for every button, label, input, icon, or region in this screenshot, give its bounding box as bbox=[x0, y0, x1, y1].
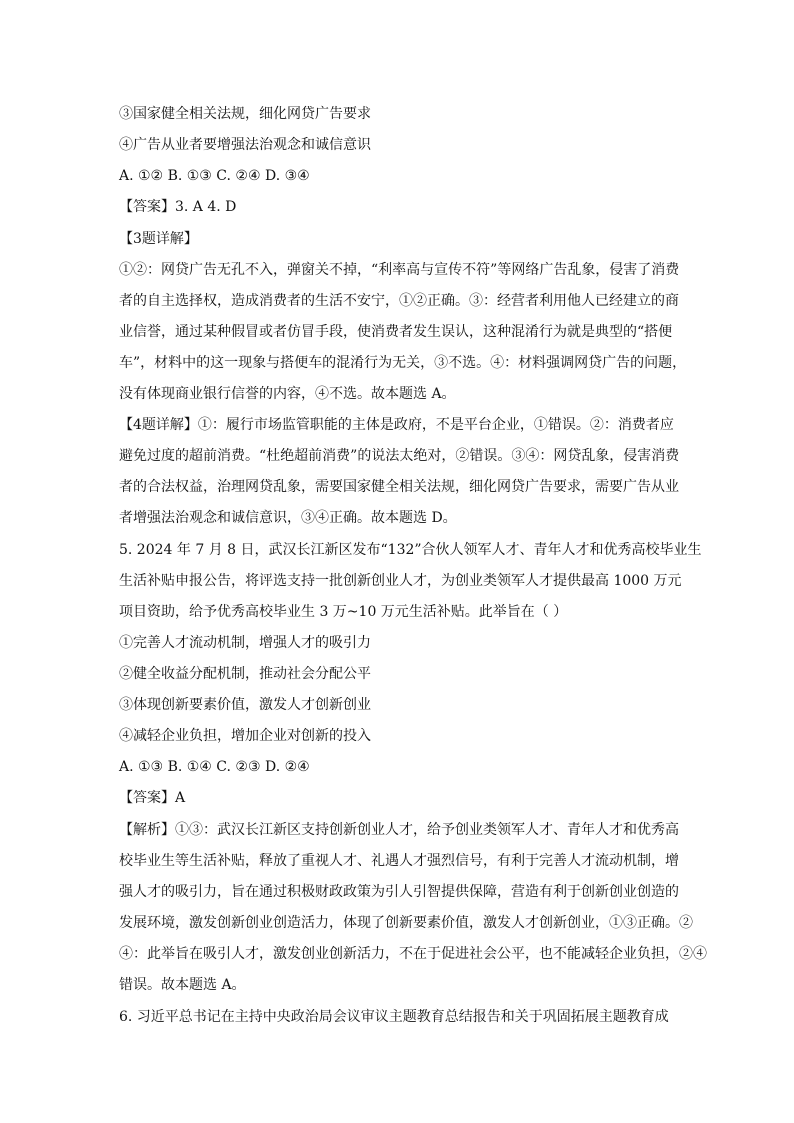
question-line: 5. 2024 年 7 月 8 日，武汉长江新区发布“132”合伙人领军人才、青年人才和优秀高校毕业生 bbox=[119, 542, 702, 558]
choice-line: A. ①② B. ①③ C. ②④ D. ③④ bbox=[119, 168, 310, 184]
explanation-line: ①②：网贷广告无孔不入，弹窗关不掉，“利率高与宣传不符”等网络广告乱象，侵害了消费 bbox=[119, 262, 680, 278]
explanation-line: 者的合法权益，治理网贷乱象，需要国家健全相关法规，细化网贷广告要求，需要广告从业 bbox=[119, 479, 679, 495]
option-line: ④减轻企业负担，增加企业对创新的投入 bbox=[119, 728, 371, 744]
explanation-line: 没有体现商业银行信誉的内容，④不选。故本题选 A。 bbox=[119, 386, 456, 402]
question-line: 生活补贴申报公告，将评选支持一批创新创业人才，为创业类领军人才提供最高 1000 万元 bbox=[119, 573, 682, 589]
explanation-line: 【4题详解】①：履行市场监管职能的主体是政府，不是平台企业，①错误。②：消费者应 bbox=[119, 417, 674, 433]
explanation-line: 者增强法治观念和诚信意识，③④正确。故本题选 D。 bbox=[119, 510, 457, 526]
explanation-line: 者的自主选择权，造成消费者的生活不安宁，①②正确。③：经营者利用他人已经建立的商 bbox=[119, 293, 679, 309]
answer-line: 【答案】3. A 4. D bbox=[119, 199, 237, 215]
section-heading: 【3题详解】 bbox=[119, 231, 198, 247]
choice-line: A. ①③ B. ①④ C. ②③ D. ②④ bbox=[119, 759, 310, 775]
option-line: ④广告从业者要增强法治观念和诚信意识 bbox=[119, 137, 371, 153]
question-line: 6. 习近平总书记在主持中央政治局会议审议主题教育总结报告和关于巩固拓展主题教育成 bbox=[119, 1009, 669, 1025]
explanation-line: 业信誉，通过某种假冒或者仿冒手段，使消费者发生误认，这种混淆行为就是典型的“搭便 bbox=[119, 324, 673, 340]
explanation-line: 避免过度的超前消费。“杜绝超前消费”的说法太绝对，②错误。③④：网贷乱象，侵害消费 bbox=[119, 448, 680, 464]
option-line: ③国家健全相关法规，细化网贷广告要求 bbox=[119, 106, 371, 122]
option-line: ③体现创新要素价值，激发人才创新创业 bbox=[119, 697, 371, 713]
analysis-line: ④：此举旨在吸引人才，激发创业创新活力，不在于促进社会公平，也不能减轻企业负担，②④ bbox=[119, 946, 707, 962]
explanation-line: 车”，材料中的这一现象与搭便车的混淆行为无关，③不选。④：材料强调网贷广告的问题， bbox=[119, 355, 687, 371]
option-line: ②健全收益分配机制，推动社会分配公平 bbox=[119, 666, 371, 682]
question-line: 项目资助，给予优秀高校毕业生 3 万~10 万元生活补贴。此举旨在（ ） bbox=[119, 604, 568, 620]
analysis-line: 【解析】①③：武汉长江新区支持创新创业人才，给予创业类领军人才、青年人才和优秀高 bbox=[119, 822, 679, 838]
analysis-line: 强人才的吸引力，旨在通过积极财政政策为引人引智提供保障，营造有利于创新创业创造的 bbox=[119, 884, 679, 900]
analysis-line: 发展环境，激发创新创业创造活力，体现了创新要素价值，激发人才创新创业，①③正确。② bbox=[119, 915, 693, 931]
option-line: ①完善人才流动机制，增强人才的吸引力 bbox=[119, 635, 371, 651]
answer-line: 【答案】A bbox=[119, 790, 186, 806]
analysis-line: 错误。故本题选 A。 bbox=[119, 977, 246, 993]
analysis-line: 校毕业生等生活补贴，释放了重视人才、礼遇人才强烈信号，有利于完善人才流动机制，增 bbox=[119, 853, 679, 869]
